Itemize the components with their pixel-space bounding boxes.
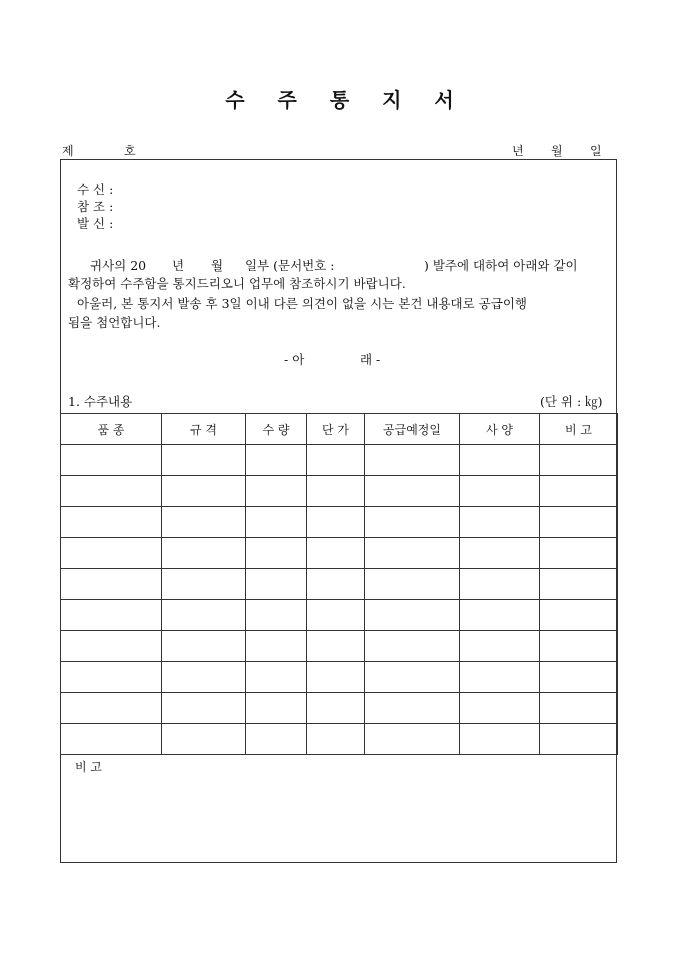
table-cell[interactable] [61, 631, 162, 662]
table-row [61, 693, 618, 724]
table-cell[interactable] [540, 662, 618, 693]
body-line2: 확정하여 수주함을 통지드리오니 업무에 참조하시기 바랍니다. [68, 276, 406, 291]
date-month-label: 월 [551, 144, 563, 158]
table-cell[interactable] [540, 507, 618, 538]
table-row [61, 631, 618, 662]
table-cell[interactable] [246, 445, 307, 476]
title-char: 지 [382, 88, 403, 112]
table-cell[interactable] [365, 569, 460, 600]
table-cell[interactable] [61, 538, 162, 569]
table-cell[interactable] [365, 445, 460, 476]
body-line1-c: 월 [211, 258, 224, 273]
table-cell[interactable] [162, 538, 246, 569]
table-cell[interactable] [246, 538, 307, 569]
table-cell[interactable] [365, 476, 460, 507]
table-cell[interactable] [307, 724, 365, 755]
table-cell[interactable] [162, 600, 246, 631]
col-header-spec-detail: 사 양 [460, 414, 540, 445]
below-heading-left: - 아 [284, 352, 305, 367]
table-cell[interactable] [307, 662, 365, 693]
document-title [0, 84, 680, 113]
table-cell[interactable] [540, 631, 618, 662]
unit-label: (단 위 : ㎏) [540, 394, 603, 409]
table-cell[interactable] [162, 693, 246, 724]
table-cell[interactable] [307, 631, 365, 662]
table-cell[interactable] [61, 724, 162, 755]
table-row [61, 507, 618, 538]
date-year-label: 년 [512, 144, 524, 158]
table-cell[interactable] [246, 693, 307, 724]
table-cell[interactable] [246, 600, 307, 631]
table-cell[interactable] [365, 600, 460, 631]
table-cell[interactable] [540, 724, 618, 755]
col-header-price: 단 가 [307, 414, 365, 445]
table-cell[interactable] [460, 538, 540, 569]
table-row [61, 445, 618, 476]
recipient-to: 수 신 : [77, 182, 114, 197]
table-row [61, 662, 618, 693]
table-cell[interactable] [246, 569, 307, 600]
table-cell[interactable] [246, 476, 307, 507]
table-cell[interactable] [307, 569, 365, 600]
below-heading-right: 래 - [360, 352, 381, 367]
table-cell[interactable] [162, 631, 246, 662]
table-cell[interactable] [162, 507, 246, 538]
table-cell[interactable] [540, 569, 618, 600]
table-cell[interactable] [460, 569, 540, 600]
table-cell[interactable] [307, 600, 365, 631]
table-header-row [61, 414, 618, 445]
recipient-from: 발 신 : [77, 216, 114, 231]
table-cell[interactable] [307, 507, 365, 538]
table-row [61, 476, 618, 507]
table-row [61, 569, 618, 600]
table-cell[interactable] [307, 693, 365, 724]
col-header-supply-date: 공급예정일 [365, 414, 460, 445]
table-cell[interactable] [460, 662, 540, 693]
table-cell[interactable] [61, 662, 162, 693]
table-cell[interactable] [61, 693, 162, 724]
order-items-table [60, 413, 618, 755]
table-row [61, 600, 618, 631]
table-cell[interactable] [307, 445, 365, 476]
table-cell[interactable] [61, 569, 162, 600]
table-cell[interactable] [365, 538, 460, 569]
title-char: 통 [329, 88, 351, 112]
table-cell[interactable] [365, 507, 460, 538]
table-cell[interactable] [540, 476, 618, 507]
body-line1-e: ) 발주에 대하여 아래와 같이 [424, 258, 578, 273]
table-cell[interactable] [162, 662, 246, 693]
table-cell[interactable] [365, 662, 460, 693]
remarks-label: 비 고 [75, 760, 102, 774]
table-row [61, 724, 618, 755]
table-cell[interactable] [246, 507, 307, 538]
body-line1-d: 일부 (문서번호 : [245, 258, 335, 273]
table-cell[interactable] [162, 569, 246, 600]
table-cell[interactable] [540, 693, 618, 724]
table-cell[interactable] [460, 445, 540, 476]
table-cell[interactable] [460, 507, 540, 538]
doc-no-label-1: 제 [62, 144, 74, 158]
body-line1-a: 귀사의 20 [90, 258, 147, 273]
date-day-label: 일 [590, 144, 602, 158]
table-cell[interactable] [460, 631, 540, 662]
table-cell[interactable] [365, 631, 460, 662]
table-cell[interactable] [540, 538, 618, 569]
body-line4: 됨을 첨언합니다. [68, 315, 161, 330]
title-char: 수 [225, 88, 246, 112]
table-cell[interactable] [61, 600, 162, 631]
table-cell[interactable] [61, 507, 162, 538]
recipient-ref: 참 조 : [77, 199, 114, 214]
table-cell[interactable] [246, 662, 307, 693]
table-cell[interactable] [61, 445, 162, 476]
table-cell[interactable] [307, 476, 365, 507]
table-cell[interactable] [61, 476, 162, 507]
title-char: 주 [277, 88, 298, 112]
table-cell[interactable] [365, 724, 460, 755]
table-cell[interactable] [460, 476, 540, 507]
table-cell[interactable] [162, 476, 246, 507]
section-label: 1. 수주내용 [68, 394, 133, 409]
table-cell[interactable] [460, 600, 540, 631]
table-cell[interactable] [246, 631, 307, 662]
col-header-spec: 규 격 [162, 414, 246, 445]
body-line3: 아울러, 본 통지서 발송 후 3일 이내 다른 의견이 없을 시는 본건 내용대로 공급이행 [77, 296, 527, 311]
table-cell[interactable] [162, 445, 246, 476]
table-cell[interactable] [540, 600, 618, 631]
title-char: 서 [434, 88, 455, 112]
table-cell[interactable] [307, 538, 365, 569]
col-header-note: 비 고 [540, 414, 618, 445]
body-line1-b: 년 [172, 258, 185, 273]
table-cell[interactable] [540, 445, 618, 476]
col-header-qty: 수 량 [246, 414, 307, 445]
table-cell[interactable] [365, 693, 460, 724]
doc-no-label-2: 호 [124, 144, 136, 158]
table-row [61, 538, 618, 569]
table-cell[interactable] [246, 724, 307, 755]
table-cell[interactable] [460, 724, 540, 755]
col-header-item: 품 종 [61, 414, 162, 445]
table-cell[interactable] [460, 693, 540, 724]
table-cell[interactable] [162, 724, 246, 755]
